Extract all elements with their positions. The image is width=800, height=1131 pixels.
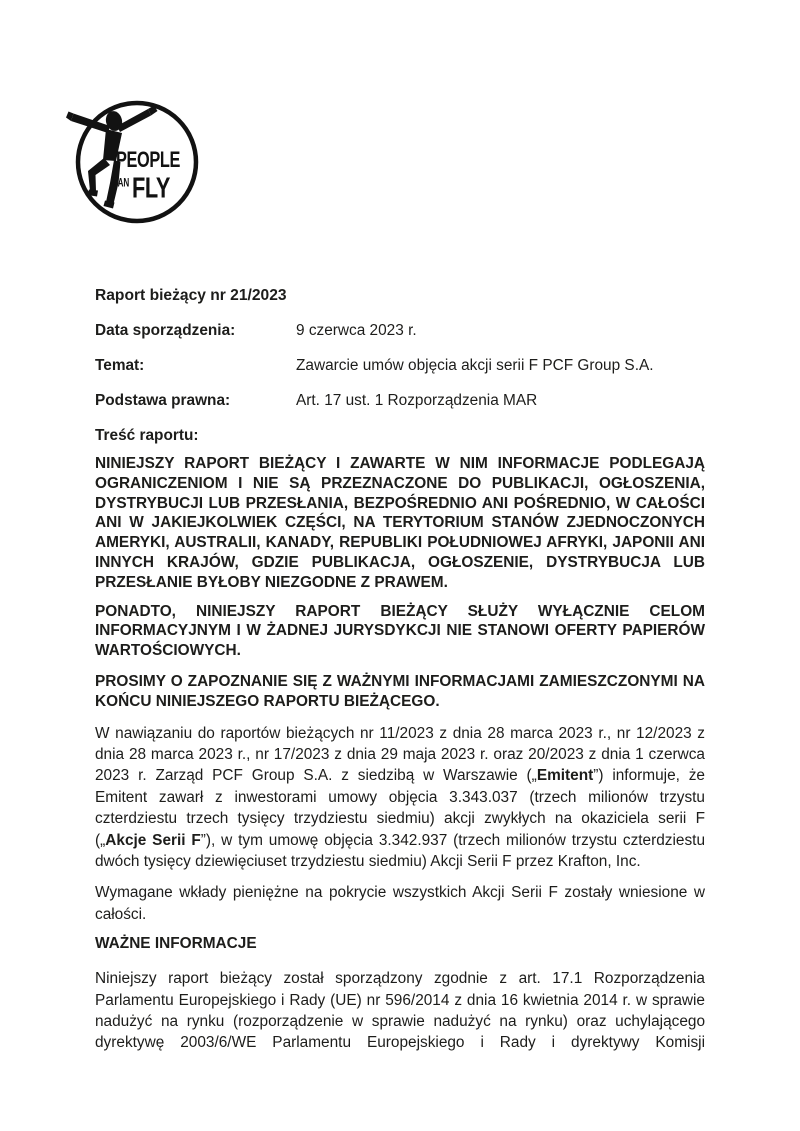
meta-row-date xyxy=(95,321,705,341)
logo-word-fly: FLY xyxy=(132,172,171,205)
legal-basis-paragraph: Niniejszy raport bieżący został sporządzony zgodnie z art. 17.1 Rozporządzenia Parlamentu Europejskiego i Rady (UE) nr 596/2014 z dnia 16 kwietnia 2014 r. w sprawie nadużyć na rynku (rozporządzenie w sprawie nadużyć na rynku) oraz uchylającego dyrektywę 2003/6/WE Parlamentu Europejskiego i Rady i dyrektywy Komisji xyxy=(95,970,705,1052)
people-can-fly-logo-icon xyxy=(65,94,201,230)
meta-row-subject xyxy=(95,356,705,376)
meta-value-legal-basis: Art. 17 ust. 1 Rozporządzenia MAR xyxy=(296,392,538,409)
important-information-heading: WAŻNE INFORMACJE xyxy=(95,935,257,953)
announcement-segment-2: ”) informuje, że Emitent zawarł z inwestorami umowy objęcia 3.343.037 (trzech milionów trzystu czterdziestu trzech tysięcy trzydziestu siedmiu) akcji zwykłych na okaziciela serii F („ xyxy=(95,767,705,849)
meta-value-subject: Zawarcie umów objęcia akcji serii F PCF Group S.A. xyxy=(296,357,654,374)
announcement-paragraph xyxy=(95,723,705,873)
meta-row-legal-basis xyxy=(95,391,705,411)
meta-label-subject: Temat: xyxy=(95,357,145,374)
announcement-term-emitent: Emitent xyxy=(536,767,594,785)
disclaimer-paragraph-2: PONADTO, NINIEJSZY RAPORT BIEŻĄCY SŁUŻY WYŁĄCZNIE CELOM INFORMACYJNYM I W ŻADNEJ JURYSDYKCJI NIE STANOWI OFERTY PAPIERÓW WARTOŚCIOWYCH. xyxy=(95,602,705,660)
disclaimer-paragraph-3: PROSIMY O ZAPOZNANIE SIĘ Z WAŻNYMI INFORMACJAMI ZAMIESZCZONYMI NA KOŃCU NINIEJSZEGO RAPORTU BIEŻĄCEGO. xyxy=(95,672,705,710)
report-title: Raport bieżący nr 21/2023 xyxy=(95,287,287,304)
meta-label-date: Data sporządzenia: xyxy=(95,322,236,339)
announcement-segment-1: W nawiązaniu do raportów bieżących nr 11/2023 z dnia 28 marca 2023 r., nr 12/2023 z dnia 28 marca 2023 r., nr 17/2023 z dnia 29 maja 2023 r. oraz 20/2023 z dnia 1 czerwca 2023 r. Zarząd PCF Group S.A. z siedzibą w Warszawie („ xyxy=(95,724,705,785)
announcement-segment-3: ”), w tym umowę objęcia 3.342.937 (trzech milionów trzystu czterdziestu dwóch tysięcy dziewięciuset trzydziestu siedmiu) Akcji Serii F przez Krafton, Inc. xyxy=(95,831,706,870)
disclaimer-paragraph-1: NINIEJSZY RAPORT BIEŻĄCY I ZAWARTE W NIM INFORMACJE PODLEGAJĄ OGRANICZENIOM I NIE SĄ PRZEZNACZONE DO PUBLIKACJI, OGŁOSZENIA, DYSTRYBUCJI LUB PRZESŁANIA, BEZPOŚREDNIO ANI POŚREDNIO, W CAŁOŚCI ANI W JAKIEJKOLWIEK CZĘŚCI, NA TERYTORIUM STANÓW ZJEDNOCZONYCH AMERYKI, AUSTRALII, KANADY, REPUBLIKI POŁUDNIOWEJ AFRYKI, JAPONII ANI INNYCH KRAJÓW, GDZIE PUBLIKACJA, OGŁOSZENIE, DYSTRYBUCJA LUB PRZESŁANIE BYŁOBY NIEZGODNE Z PRAWEM. xyxy=(95,455,705,591)
meta-row-content-label xyxy=(95,426,705,446)
meta-value-date: 9 czerwca 2023 r. xyxy=(296,322,417,339)
content-label: Treść raportu: xyxy=(95,427,199,444)
announcement-term-akcje-serii-f: Akcje Serii F xyxy=(105,831,201,849)
payment-note-paragraph: Wymagane wkłady pieniężne na pokrycie wszystkich Akcji Serii F zostały wniesione w całości. xyxy=(95,884,705,923)
report-content xyxy=(95,286,705,1054)
logo-word-can: CAN xyxy=(112,177,129,190)
meta-label-legal-basis: Podstawa prawna: xyxy=(95,392,231,409)
logo-word-people: PEOPLE xyxy=(116,147,181,172)
people-can-fly-logo xyxy=(65,94,201,230)
